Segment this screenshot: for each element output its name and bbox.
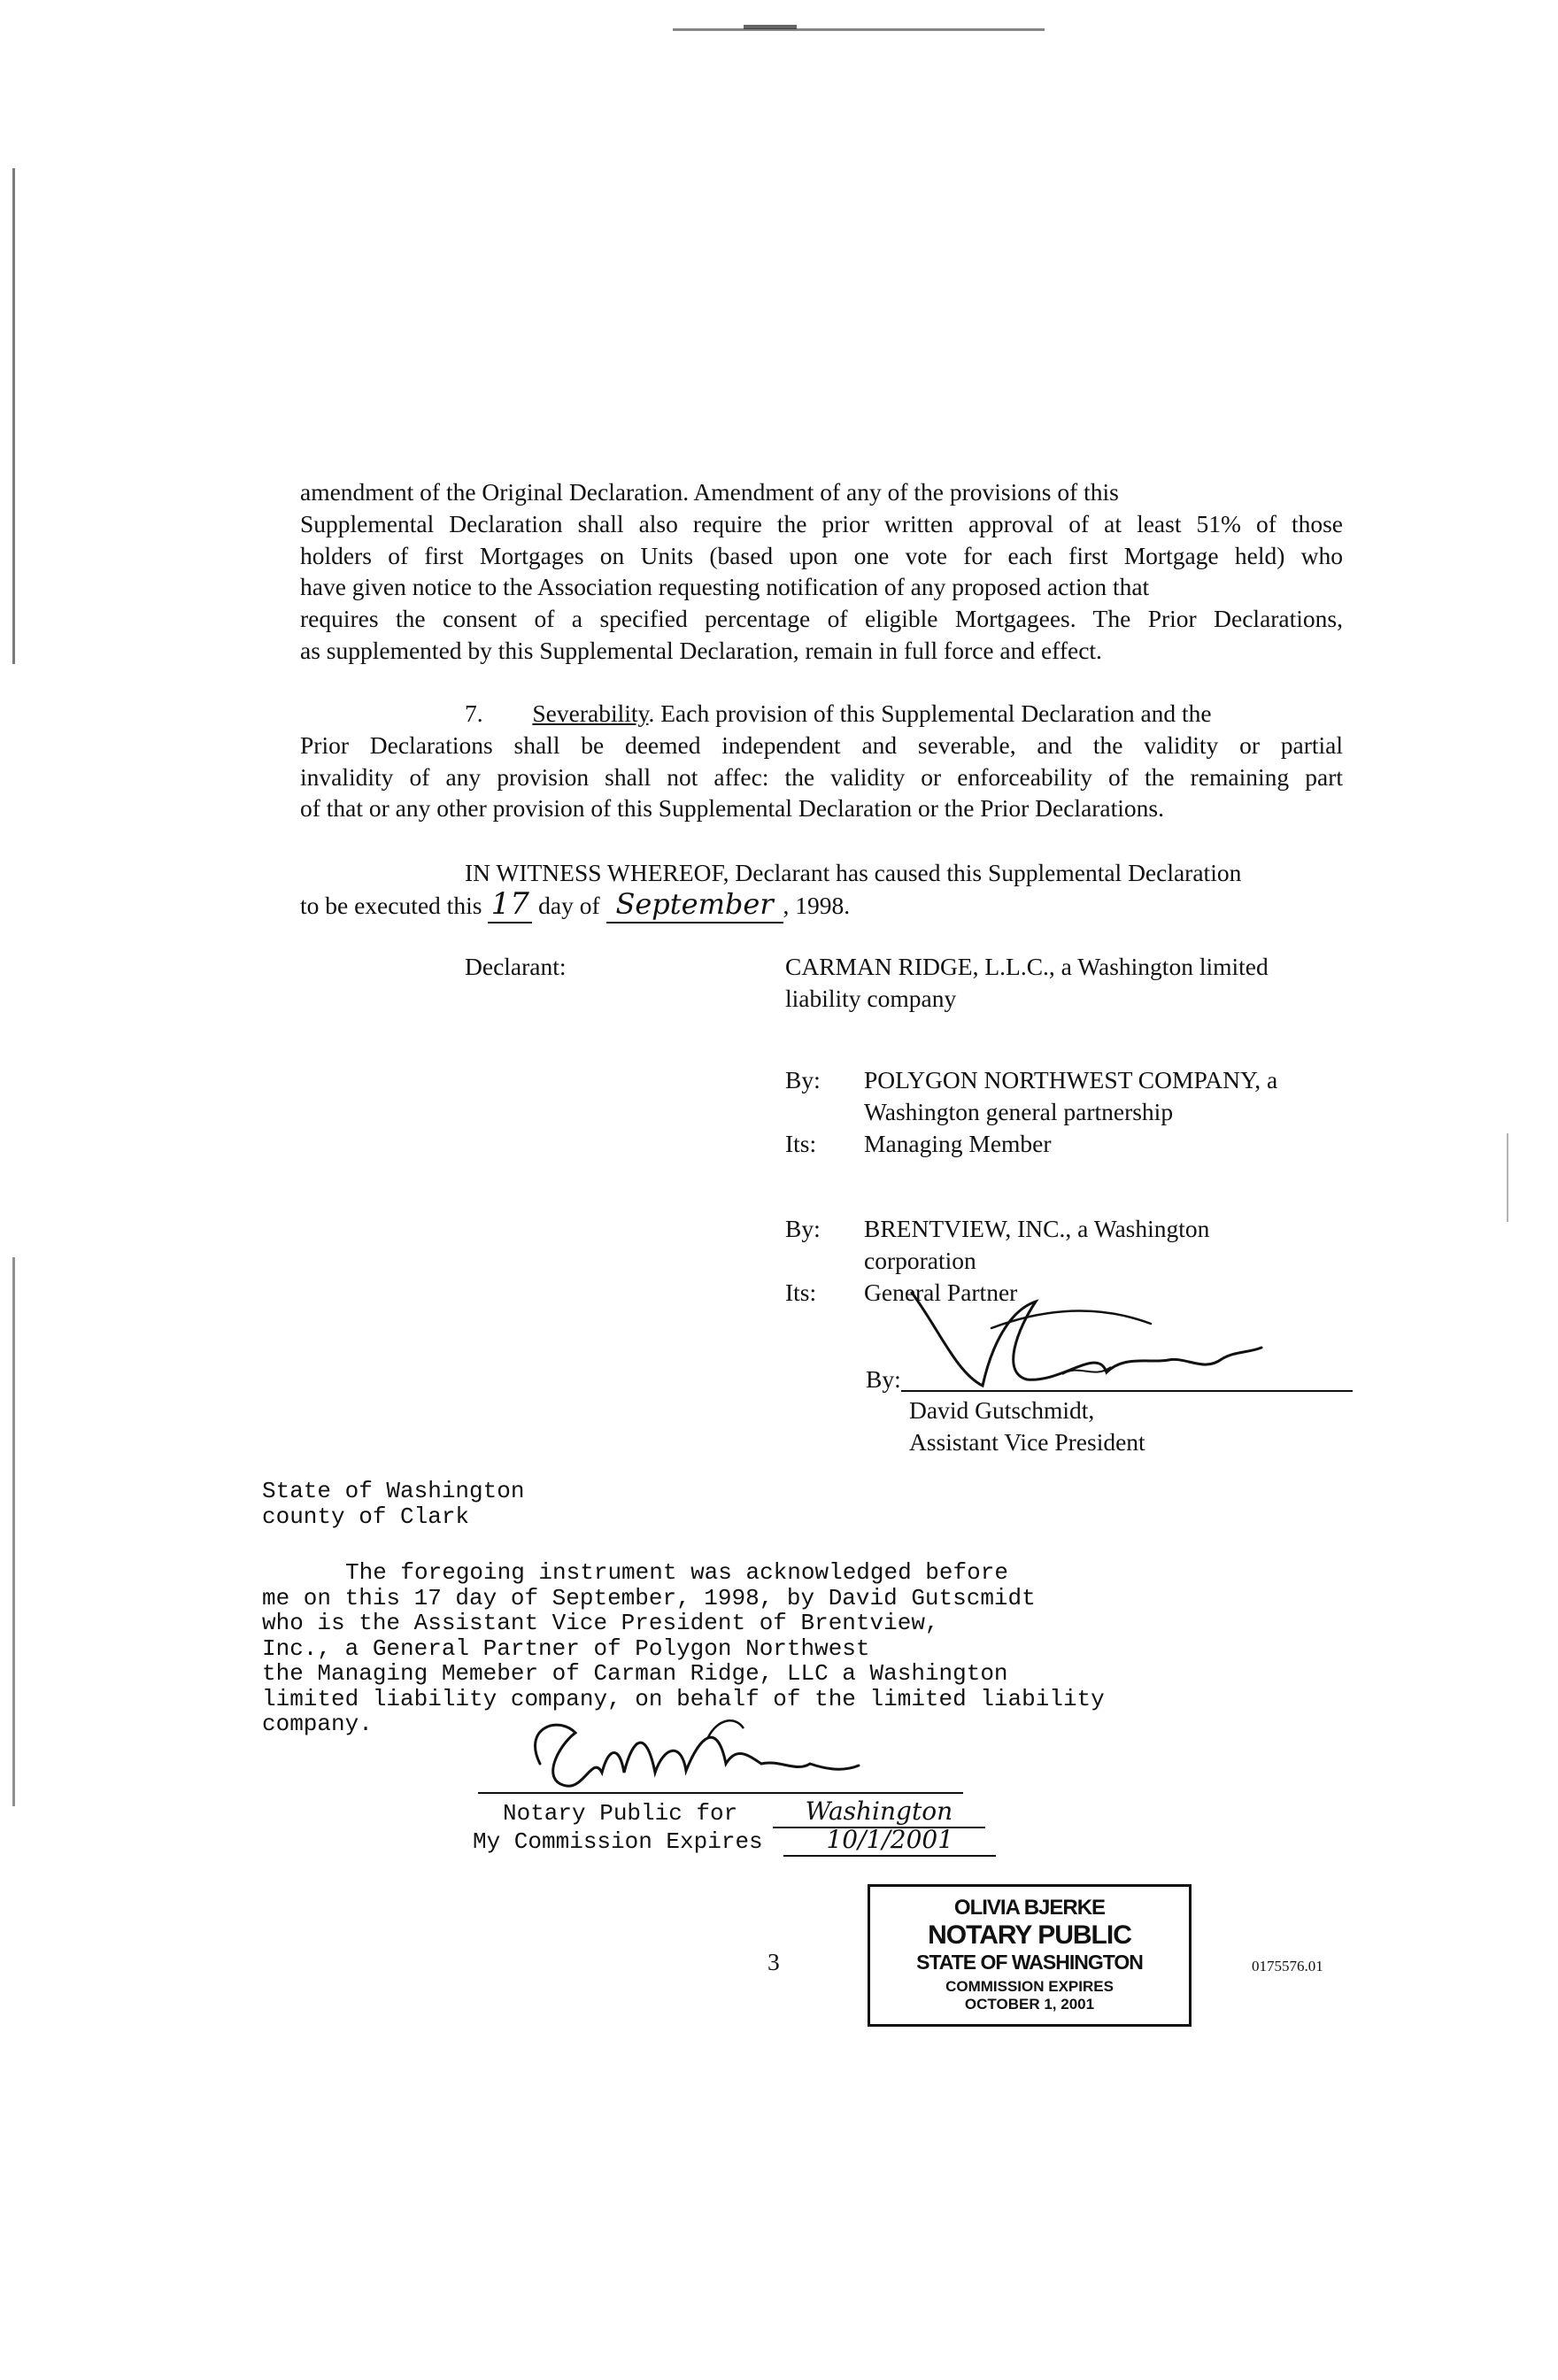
expires-blank [783,1825,996,1857]
ack-line: The foregoing instrument was acknowledged before [345,1559,1008,1586]
stamp-name: OLIVIA BJERKE [953,1896,1106,1920]
text-line: holders of first Mortgages on Units (based upon one vote for each first Mortgage held) who [300,541,1343,569]
day-blank [488,885,532,923]
handwritten-state: Washington [805,1797,953,1826]
text-line: requires the consent of a specified percentage of eligible Mortgagees. The Prior Declarations, [300,605,1343,633]
signature-gutschmidt [885,1275,1266,1408]
declarant-entity [785,951,1269,1015]
section-7-line1-rest: . Each provision of this Supplemental Declaration and the [648,699,1212,727]
text-line: amendment of the Original Declaration. Amendment of any of the provisions of this [300,478,1119,506]
ack-line: who is the Assistant Vice President of Brentview, [262,1610,939,1636]
declarant-line-1: CARMAN RIDGE, L.L.C., a Washington limited [785,953,1269,980]
page-number: 3 [767,1948,780,1975]
polygon-its: Managing Member [864,1130,1052,1157]
brentview-its: General Partner [864,1279,1018,1306]
witness-day-of: day of [538,891,600,919]
declarant-label: Declarant: [465,953,567,980]
venue [262,1479,524,1529]
signatory-title: Assistant Vice President [909,1427,1145,1456]
month-blank [606,886,783,923]
scan-right-dots [1507,1133,1508,1222]
witness-line-1: IN WITNESS WHEREOF, Declarant has caused this Supplemental Declaration [465,859,1242,886]
scan-artifact-top [673,28,1045,31]
text-line: invalidity of any provision shall not affec: the validity or enforceability of the remaining part [300,762,1343,791]
ack-line: the Managing Memeber of Carman Ridge, LLC a Washington [262,1660,1008,1687]
brentview-entity [864,1213,1209,1277]
signatory-block [909,1395,1145,1458]
notary-public-for-label: Notary Public for [503,1800,738,1827]
section-7-first-line [300,698,1343,730]
ack-line: me on this 17 day of September, 1998, by David Gutscmidt [262,1584,1036,1611]
section-number: 7. [465,699,483,727]
document-code: 0175576.01 [1252,1958,1323,1974]
declarant-line-2: liability company [785,984,957,1012]
polygon-by-label: By: [785,1066,821,1093]
stamp-title: NOTARY PUBLIC [928,1920,1131,1950]
brentview-line-2: corporation [864,1246,976,1274]
paragraph-6-tail [300,476,1343,667]
text-line: Supplemental Declaration shall also require the prior written approval of at least 51% of those [300,509,1343,537]
signatory-name: David Gutschmidt, [909,1396,1095,1424]
venue-county: county of Clark [262,1503,470,1530]
scan-left-edge-lower [12,1257,15,1806]
signatory-by-label: By: [866,1365,901,1393]
handwritten-month: September [615,886,774,921]
handwritten-day: 17 [490,885,529,922]
brentview-line-1: BRENTVIEW, INC., a Washington [864,1215,1210,1242]
notary-seal-stamp [868,1884,1192,2027]
notary-state-blank [773,1799,985,1828]
section-heading: Severability [532,699,649,727]
text-line: have given notice to the Association requesting notification of any proposed action that [300,573,1150,601]
polygon-entity [864,1064,1277,1128]
witness-prefix: to be executed this [300,891,482,919]
ack-line: company. [262,1711,373,1737]
venue-state: State of Washington [262,1478,525,1504]
stamp-state: STATE OF WASHINGTON [916,1951,1143,1974]
witness-line-2 [300,885,1362,923]
text-line: of that or any other provision of this Supplemental Declaration or the Prior Declarations. [300,794,1164,823]
brentview-by-label: By: [785,1215,821,1242]
ack-line: limited liability company, on behalf of the limited liability [262,1685,1105,1712]
scan-artifact-top-dot [744,25,797,29]
stamp-line-5: OCTOBER 1, 2001 [964,1996,1095,2013]
brentview-its-label: Its: [785,1279,817,1306]
scan-left-edge [12,168,15,664]
section-7 [300,698,1343,824]
ack-line: Inc., a General Partner of Polygon Northwest [262,1634,870,1662]
witness-clause [300,857,1362,923]
notary-public-for [503,1799,985,1828]
notary-signature [505,1711,876,1799]
text-line: Prior Declarations shall be deemed independent and severable, and the validity or partial [300,730,1343,759]
handwritten-expires: 10/1/2001 [826,1825,954,1854]
commission-expires-label: My Commission Expires [473,1828,763,1855]
polygon-line-2: Washington general partnership [864,1097,1174,1125]
commission-expires [473,1825,996,1857]
polygon-line-1: POLYGON NORTHWEST COMPANY, a [864,1066,1278,1093]
stamp-line-4: COMMISSION EXPIRES [945,1978,1114,1995]
text-line: as supplemented by this Supplemental Declaration, remain in full force and effect. [300,636,1102,664]
polygon-its-label: Its: [785,1130,817,1157]
witness-year: , 1998. [783,891,851,919]
